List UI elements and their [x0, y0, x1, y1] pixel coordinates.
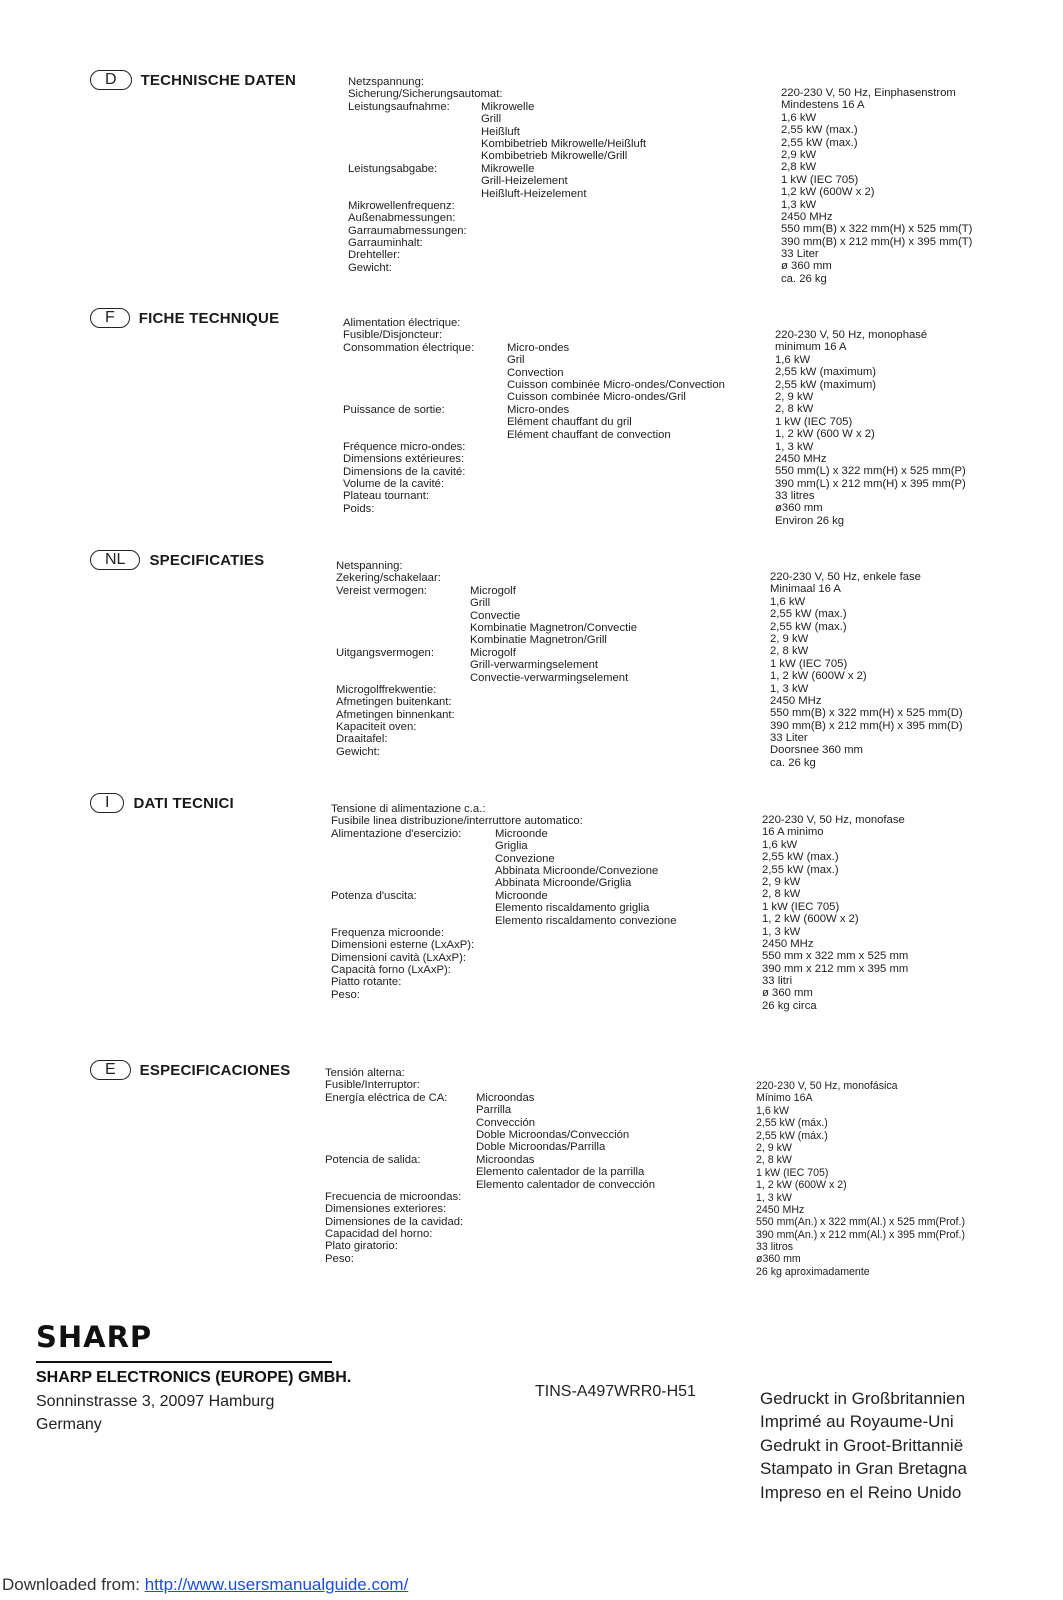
spec-detail: Kombibetrieb Mikrowelle/Heißluft	[481, 137, 647, 150]
spec-value: 220-230 V, 50 Hz, monofásica	[756, 1080, 898, 1092]
spec-detail	[476, 1067, 655, 1079]
spec-detail: Kombinatie Magnetron/Convectie	[470, 621, 638, 634]
spec-label: Fusible/Interruptor:	[325, 1079, 420, 1092]
spec-label: Afmetingen binnenkant:	[336, 708, 455, 721]
spec-value: 2450 MHz	[762, 937, 814, 950]
printed-in-line: Stampato in Gran Bretagna	[760, 1459, 967, 1479]
language-badge: F	[90, 308, 130, 328]
spec-value: 550 mm(L) x 322 mm(H) x 525 mm(P)	[775, 465, 966, 478]
spec-label: Tensione di alimentazione c.a.:	[331, 803, 486, 815]
spec-value: 2,55 kW (max.)	[770, 620, 847, 633]
spec-detail	[495, 815, 676, 827]
spec-detail: Elemento riscaldamento griglia	[495, 902, 650, 915]
spec-value: ø 360 mm	[762, 987, 813, 1000]
spec-value: 220-230 V, 50 Hz, monofase	[762, 814, 905, 826]
spec-label	[343, 379, 474, 391]
spec-label: Alimentazione d'esercizio:	[331, 827, 462, 840]
spec-label: Plato giratorio:	[325, 1240, 398, 1253]
spec-value: 220-230 V, 50 Hz, enkele fase	[770, 571, 921, 583]
download-prefix: Downloaded from:	[2, 1575, 145, 1594]
spec-value: 1,6 kW	[781, 111, 817, 124]
spec-value: 2,55 kW (max.)	[770, 608, 847, 621]
spec-value: 2,55 kW (maximum)	[775, 378, 877, 391]
spec-detail	[495, 803, 676, 815]
section-header	[90, 1060, 290, 1080]
spec-value: 1, 2 kW (600 W x 2)	[775, 428, 875, 441]
spec-detail: Kombinatie Magnetron/Grill	[470, 634, 607, 647]
spec-label: Dimensions extérieures:	[343, 453, 465, 466]
spec-value: 2,55 kW (máx.)	[756, 1129, 828, 1142]
spec-value: 1,6 kW	[770, 595, 806, 608]
spec-value: 2450 MHz	[775, 452, 827, 465]
language-badge: E	[90, 1060, 131, 1080]
spec-value: 1, 3 kW	[775, 440, 814, 453]
spec-label	[343, 391, 474, 403]
spec-value: Environ 26 kg	[775, 514, 845, 527]
spec-value: 1, 2 kW (600W x 2)	[770, 670, 867, 683]
spec-value: 550 mm(B) x 322 mm(H) x 525 mm(D)	[770, 707, 963, 720]
spec-detail: Microondas	[476, 1091, 535, 1104]
spec-value: Mínimo 16A	[756, 1092, 813, 1105]
spec-label	[336, 622, 455, 634]
spec-label: Peso:	[331, 988, 360, 1001]
spec-label: Zekering/schakelaar:	[336, 572, 441, 585]
spec-value: 16 A minimo	[762, 826, 824, 839]
download-footer	[2, 1575, 408, 1595]
spec-label	[325, 1129, 463, 1141]
spec-label: Dimensions de la cavité:	[343, 465, 466, 478]
spec-detail: Microonde	[495, 889, 548, 902]
spec-detail: Micro-ondes	[507, 341, 570, 354]
spec-value: 2,55 kW (máx.)	[756, 1117, 828, 1130]
spec-detail: Elément chauffant de convection	[507, 428, 671, 441]
spec-value: 1 kW (IEC 705)	[770, 657, 848, 670]
spec-detail	[481, 88, 646, 100]
spec-label: Potenza d'uscita:	[331, 889, 417, 902]
spec-value: 33 litros	[756, 1241, 794, 1254]
spec-detail: Abbinata Microonde/Convezione	[495, 864, 659, 877]
spec-detail	[507, 329, 725, 341]
spec-value: 2,55 kW (max.)	[781, 136, 858, 149]
spec-value: 2,9 kW	[781, 148, 817, 161]
spec-label: Kapaciteit oven:	[336, 721, 417, 734]
spec-label: Consommation électrique:	[343, 341, 475, 354]
spec-label: Frecuencia de microondas:	[325, 1190, 462, 1203]
printed-in-line: Gedruckt in Großbritannien	[760, 1389, 966, 1408]
spec-label	[336, 597, 455, 609]
spec-value: 220-230 V, 50 Hz, Einphasenstrom	[781, 87, 956, 99]
section-header	[90, 70, 296, 90]
spec-label	[343, 354, 474, 366]
spec-label: Fréquence micro-ondes:	[343, 440, 466, 453]
spec-detail: Kombibetrieb Mikrowelle/Grill	[481, 150, 628, 163]
spec-label	[348, 138, 502, 150]
spec-values	[775, 329, 966, 527]
spec-detail: Griglia	[495, 840, 528, 853]
spec-detail: Convectie	[470, 609, 521, 622]
spec-label: Capacità forno (LxAxP):	[331, 964, 451, 977]
spec-value: ø 360 mm	[781, 260, 832, 273]
spec-detail: Micro-ondes	[507, 403, 570, 416]
spec-label: Drehteller:	[348, 249, 401, 262]
spec-detail: Grill-verwarmingselement	[470, 659, 599, 672]
spec-value: 390 mm(An.) x 212 mm(Al.) x 395 mm(Prof.)	[756, 1228, 965, 1241]
spec-value: 550 mm(An.) x 322 mm(Al.) x 525 mm(Prof.)	[756, 1216, 965, 1229]
sharp-logo: SHARP	[36, 1320, 153, 1354]
spec-values	[781, 87, 972, 285]
spec-value: 2, 9 kW	[756, 1141, 792, 1154]
download-link[interactable]: http://www.usersmanualguide.com/	[144, 1575, 409, 1594]
spec-label: Energía eléctrica de CA:	[325, 1091, 448, 1104]
spec-detail	[481, 76, 646, 88]
spec-value: 33 Liter	[781, 248, 819, 261]
spec-value: 33 litres	[775, 490, 815, 503]
spec-detail: Cuisson combinée Micro-ondes/Convection	[507, 378, 725, 391]
spec-labels	[348, 76, 502, 274]
spec-label: Netzspannung:	[348, 76, 424, 88]
section-title: DATI TECNICI	[133, 794, 234, 812]
spec-label: Außenabmessungen:	[348, 212, 456, 225]
language-badge: D	[90, 70, 132, 90]
spec-value: 26 kg circa	[762, 999, 817, 1012]
spec-value: 1, 2 kW (600W x 2)	[756, 1179, 847, 1192]
section-title: TECHNISCHE DATEN	[140, 71, 296, 89]
spec-detail: Elemento riscaldamento convezione	[495, 914, 677, 927]
spec-label	[348, 188, 502, 200]
section-header	[90, 550, 264, 570]
spec-detail	[470, 572, 637, 584]
spec-value: 1 kW (IEC 705)	[762, 900, 840, 913]
spec-details	[507, 317, 725, 441]
spec-label	[325, 1117, 463, 1129]
spec-label	[343, 429, 474, 441]
spec-details	[476, 1067, 655, 1191]
spec-detail: Abbinata Microonde/Griglia	[495, 877, 632, 890]
spec-detail: Convectie-verwarmingselement	[470, 671, 629, 684]
section-header	[90, 793, 234, 813]
printed-in-list	[760, 1387, 967, 1504]
spec-value: 26 kg aproximadamente	[756, 1265, 870, 1278]
company-address: Sonninstrasse 3, 20097 Hamburg	[36, 1393, 275, 1410]
spec-label: Garraumabmessungen:	[348, 224, 467, 237]
section-header	[90, 308, 279, 328]
spec-label: Capacidad del horno:	[325, 1228, 433, 1241]
spec-value: ø360 mm	[756, 1253, 801, 1266]
spec-label	[343, 367, 474, 379]
spec-detail: Convezione	[495, 852, 555, 865]
spec-value: 390 mm x 212 mm x 395 mm	[762, 962, 909, 975]
spec-label: Leistungsabgabe:	[348, 162, 438, 175]
spec-label: Afmetingen buitenkant:	[336, 696, 452, 709]
spec-value: Minimaal 16 A	[770, 583, 841, 596]
spec-label: Poids:	[343, 502, 375, 515]
spec-detail: Microgolf	[470, 646, 516, 659]
spec-value: 2, 8 kW	[762, 888, 801, 901]
spec-value: 2, 8 kW	[775, 403, 814, 416]
spec-value: 390 mm(B) x 212 mm(H) x 395 mm(D)	[770, 719, 963, 732]
spec-label: Netspanning:	[336, 560, 403, 572]
spec-value: 1, 3 kW	[756, 1191, 792, 1204]
spec-value: 1,6 kW	[775, 353, 811, 366]
spec-detail: Doble Microondas/Parrilla	[476, 1141, 606, 1154]
spec-detail: Convección	[476, 1116, 536, 1129]
spec-label: Plateau tournant:	[343, 490, 430, 503]
spec-value: 1,6 kW	[762, 838, 798, 851]
spec-label	[343, 416, 474, 428]
spec-details	[470, 560, 637, 684]
spec-label: Fusible/Disjoncteur:	[343, 329, 443, 342]
spec-value: 2,55 kW (max.)	[781, 124, 858, 137]
spec-value: 2, 9 kW	[762, 875, 801, 888]
spec-label: Gewicht:	[336, 745, 380, 758]
company-country: Germany	[36, 1416, 102, 1433]
spec-label: Frequenza microonde:	[331, 926, 445, 939]
spec-label: Sicherung/Sicherungsautomat:	[348, 88, 503, 101]
spec-value: 2450 MHz	[756, 1203, 805, 1216]
spec-value: 2, 9 kW	[775, 390, 814, 403]
spec-value: 2, 8 kW	[770, 645, 809, 658]
spec-detail: Mikrowelle	[481, 100, 535, 113]
spec-value: Doorsnee 360 mm	[770, 744, 863, 757]
spec-value: 1, 3 kW	[762, 925, 801, 938]
spec-value: 1, 3 kW	[770, 682, 809, 695]
spec-value: 2,55 kW (maximum)	[775, 366, 877, 379]
spec-label: Vereist vermogen:	[336, 584, 428, 597]
spec-value: 1, 2 kW (600W x 2)	[762, 913, 859, 926]
spec-value: 220-230 V, 50 Hz, monophasé	[775, 329, 928, 341]
spec-label	[325, 1179, 463, 1191]
spec-detail: Grill	[470, 597, 491, 610]
spec-label: Peso:	[325, 1252, 354, 1265]
section-title: FICHE TECHNIQUE	[138, 309, 280, 327]
spec-detail: Heißluft	[481, 125, 520, 138]
spec-label: Tensión alterna:	[325, 1067, 405, 1079]
spec-label	[325, 1141, 463, 1153]
spec-value: ca. 26 kg	[770, 756, 816, 769]
spec-value: 2, 8 kW	[756, 1154, 792, 1167]
spec-label	[348, 150, 502, 162]
spec-label: Dimensioni cavità (LxAxP):	[331, 951, 466, 964]
spec-label	[336, 672, 455, 684]
spec-value: minimum 16 A	[775, 341, 847, 354]
spec-detail: Heißluft-Heizelement	[481, 187, 587, 200]
spec-value: ca. 26 kg	[781, 272, 827, 285]
spec-label: Dimensiones exteriores:	[325, 1203, 447, 1216]
language-badge: I	[90, 793, 124, 813]
spec-label	[336, 634, 455, 646]
spec-value: 1 kW (IEC 705)	[781, 173, 859, 186]
spec-labels	[325, 1067, 463, 1265]
printed-in-line: Impreso en el Reino Unido	[760, 1482, 962, 1502]
spec-detail: Microgolf	[470, 584, 516, 597]
spec-detail: Elément chauffant du gril	[507, 416, 632, 429]
spec-label: Mikrowellenfrequenz:	[348, 199, 455, 212]
printed-in-line: Imprimé au Royaume-Uni	[760, 1412, 954, 1432]
printed-in-line: Gedrukt in Groot-Brittannië	[760, 1435, 964, 1455]
spec-values	[756, 1080, 965, 1278]
spec-value: 1,2 kW (600W x 2)	[781, 186, 875, 199]
spec-detail: Cuisson combinée Micro-ondes/Gril	[507, 391, 686, 404]
spec-value: 2,8 kW	[781, 161, 817, 174]
spec-detail: Parrilla	[476, 1104, 512, 1117]
spec-detail: Microonde	[495, 827, 548, 840]
spec-label: Dimensioni esterne (LxAxP):	[331, 939, 475, 952]
spec-label: Puissance de sortie:	[343, 403, 445, 416]
spec-value: 33 Liter	[770, 732, 808, 745]
spec-label	[336, 610, 455, 622]
spec-value: 390 mm(L) x 212 mm(H) x 395 mm(P)	[775, 477, 966, 490]
spec-value: ø360 mm	[775, 502, 823, 515]
spec-value: Mindestens 16 A	[781, 99, 865, 112]
spec-detail: Grill-Heizelement	[481, 175, 568, 188]
spec-detail	[476, 1079, 655, 1091]
spec-detail	[507, 317, 725, 329]
spec-details	[495, 803, 676, 927]
spec-labels	[336, 560, 455, 758]
spec-detail: Doble Microondas/Convección	[476, 1128, 630, 1141]
spec-values	[762, 814, 908, 1012]
spec-value: 390 mm(B) x 212 mm(H) x 395 mm(T)	[781, 235, 973, 248]
company-name: SHARP ELECTRONICS (EUROPE) GMBH.	[36, 1369, 352, 1386]
spec-label: Microgolffrekwentie:	[336, 683, 437, 696]
spec-values	[770, 571, 963, 769]
spec-detail: Grill	[481, 113, 502, 126]
logo-divider	[36, 1361, 332, 1363]
document-code: TINS-A497WRR0-H51	[535, 1383, 696, 1400]
spec-label: Uitgangsvermogen:	[336, 646, 434, 659]
spec-value: 33 litri	[762, 975, 793, 988]
spec-label	[348, 175, 502, 187]
spec-label: Gewicht:	[348, 261, 392, 274]
spec-detail: Convection	[507, 366, 564, 379]
spec-label: Piatto rotante:	[331, 976, 402, 989]
spec-value: 2,55 kW (max.)	[762, 851, 839, 864]
spec-value: 2450 MHz	[770, 694, 822, 707]
spec-label	[336, 659, 455, 671]
spec-detail: Elemento calentador de la parrilla	[476, 1166, 645, 1179]
language-badge: NL	[90, 550, 140, 570]
spec-label: Alimentation électrique:	[343, 317, 461, 329]
spec-labels	[343, 317, 474, 515]
section-title: ESPECIFICACIONES	[139, 1061, 291, 1079]
spec-value: 2,55 kW (max.)	[762, 863, 839, 876]
spec-value: 1,6 kW	[756, 1104, 789, 1117]
spec-value: 1 kW (IEC 705)	[775, 415, 853, 428]
spec-value: 550 mm(B) x 322 mm(H) x 525 mm(T)	[781, 223, 973, 236]
spec-label: Dimensiones de la cavidad:	[325, 1215, 464, 1228]
spec-label	[348, 126, 502, 138]
spec-detail: Gril	[507, 354, 525, 367]
spec-value: 1,3 kW	[781, 198, 817, 211]
spec-value: 2450 MHz	[781, 210, 833, 223]
spec-label: Leistungsaufnahme:	[348, 100, 450, 113]
spec-value: 2, 9 kW	[770, 632, 809, 645]
spec-label	[325, 1166, 463, 1178]
spec-detail	[470, 560, 637, 572]
spec-label: Garrauminhalt:	[348, 237, 423, 250]
spec-label	[348, 113, 502, 125]
spec-value: 550 mm x 322 mm x 525 mm	[762, 950, 909, 963]
spec-label: Fusibile linea distribuzione/interruttore automatico:	[331, 815, 583, 828]
spec-label: Potencia de salida:	[325, 1153, 421, 1166]
spec-detail: Mikrowelle	[481, 162, 535, 175]
spec-label	[325, 1104, 463, 1116]
spec-details	[481, 76, 646, 200]
spec-label: Volume de la cavité:	[343, 478, 445, 491]
spec-detail: Elemento calentador de convección	[476, 1178, 655, 1191]
spec-detail: Microondas	[476, 1153, 535, 1166]
spec-value: 1 kW (IEC 705)	[756, 1166, 829, 1179]
section-title: SPECIFICATIES	[149, 551, 265, 569]
spec-label: Draaitafel:	[336, 733, 388, 746]
